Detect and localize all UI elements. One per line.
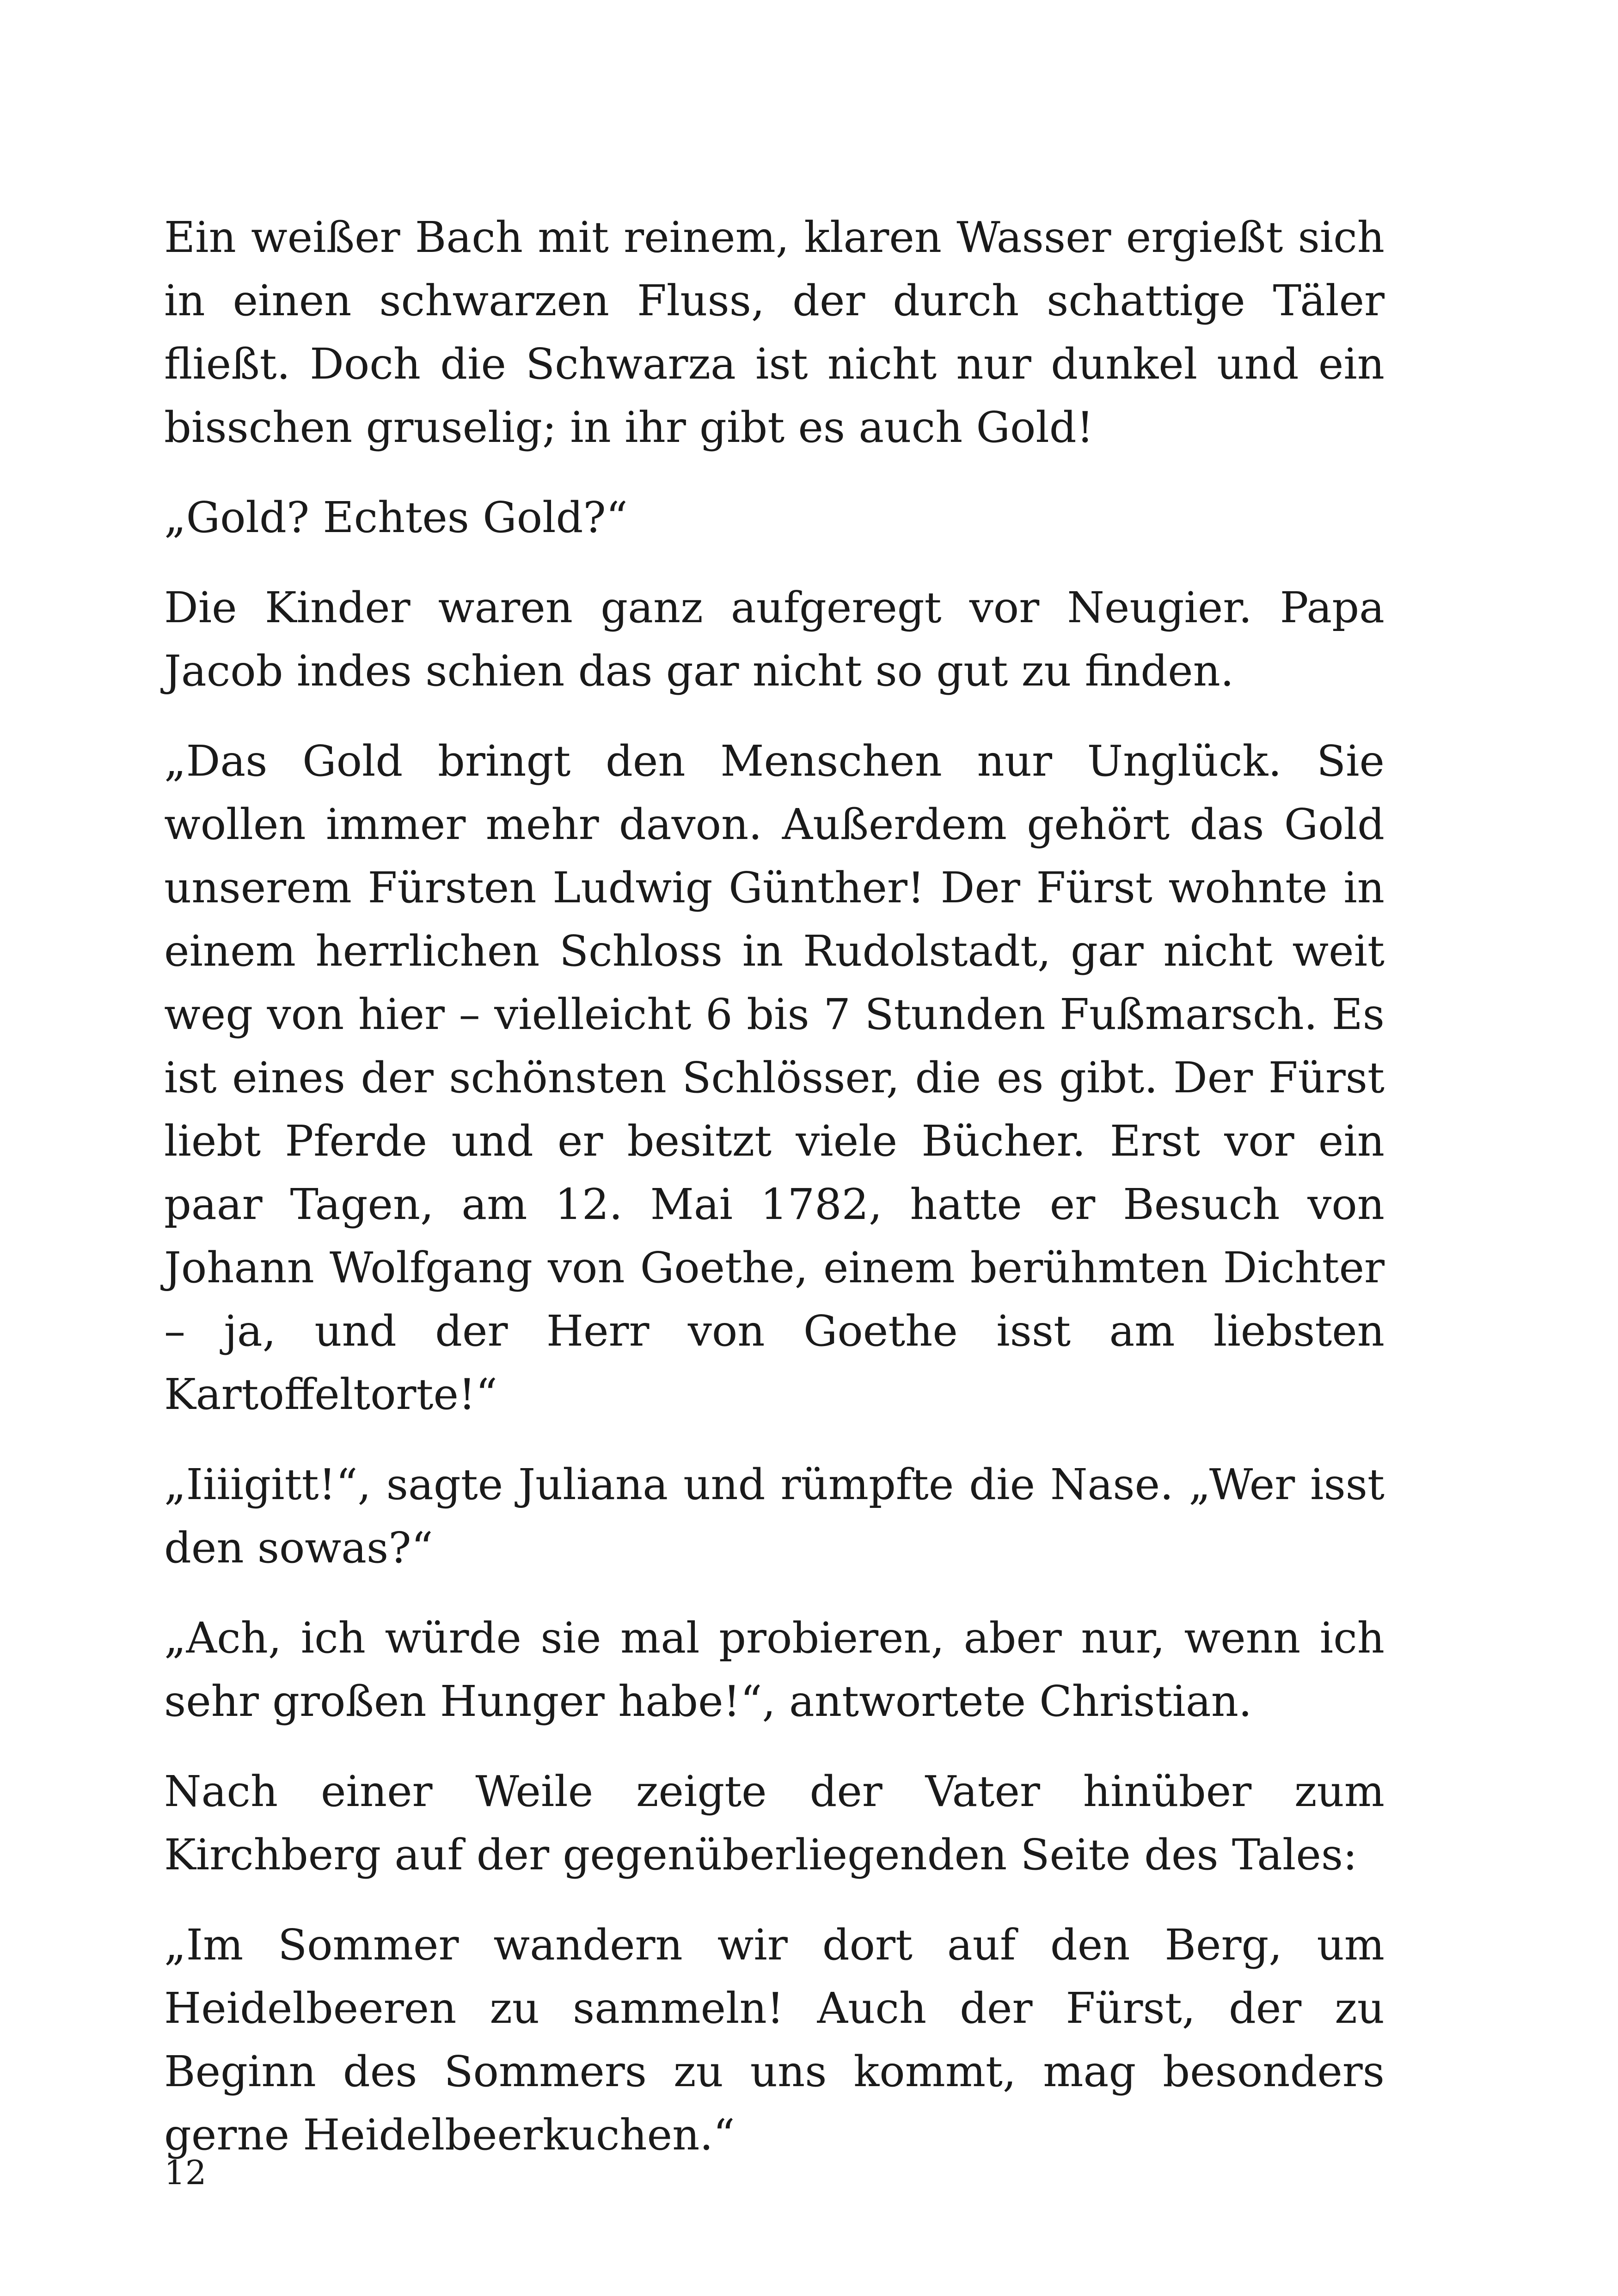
- paragraph: „Ach, ich würde sie mal probieren, aber nur, wenn ich sehr großen Hunger habe!“, antwortete Christian.: [164, 1613, 1385, 1726]
- paragraph: „Gold? Echtes Gold?“: [164, 493, 628, 542]
- paragraph: „Iiiigitt!“, sagte Juliana und rümpfte die Nase. „Wer isst den sowas?“: [164, 1460, 1385, 1573]
- paragraph: Die Kinder waren ganz aufgeregt vor Neugier. Papa Jacob indes schien das gar nicht so gut zu finden.: [164, 583, 1385, 696]
- paragraph: „Das Gold bringt den Menschen nur Unglück. Sie wollen immer mehr davon. Außerdem gehört das Gold unserem Fürsten Ludwig Günther! Der Fürst wohnte in einem herrlichen Schloss in Rudolstadt, gar nicht weit weg von hier – vielleicht 6 bis 7 Stunden Fußmarsch. Es ist eines der schönsten Schlösser, die es gibt. Der Fürst liebt Pferde und er besitzt viele Bücher. Erst vor ein paar Tagen, am 12. Mai 1782, hatte er Besuch von Johann Wolfgang von Goethe, einem berühmten Dichter – ja, und der Herr von Goethe isst am liebsten Kartoffeltorte!“: [164, 736, 1385, 1419]
- paragraph: Nach einer Weile zeigte der Vater hinüber zum Kirchberg auf der gegenüberliegenden Seite des Tales:: [164, 1767, 1385, 1880]
- body-text: [164, 206, 1385, 2193]
- page-number: 12: [164, 2153, 207, 2192]
- paragraph: „Im Sommer wandern wir dort auf den Berg, um Heidelbeeren zu sammeln! Auch der Fürst, der zu Beginn des Sommers zu uns kommt, mag besonders gerne Heidelbeerkuchen.“: [164, 1920, 1385, 2160]
- paragraph: Ein weißer Bach mit reinem, klaren Wasser ergießt sich in einen schwarzen Fluss, der durch schattige Täler fließt. Doch die Schwarza ist nicht nur dunkel und ein bisschen gruselig; in ihr gibt es auch Gold!: [164, 213, 1385, 452]
